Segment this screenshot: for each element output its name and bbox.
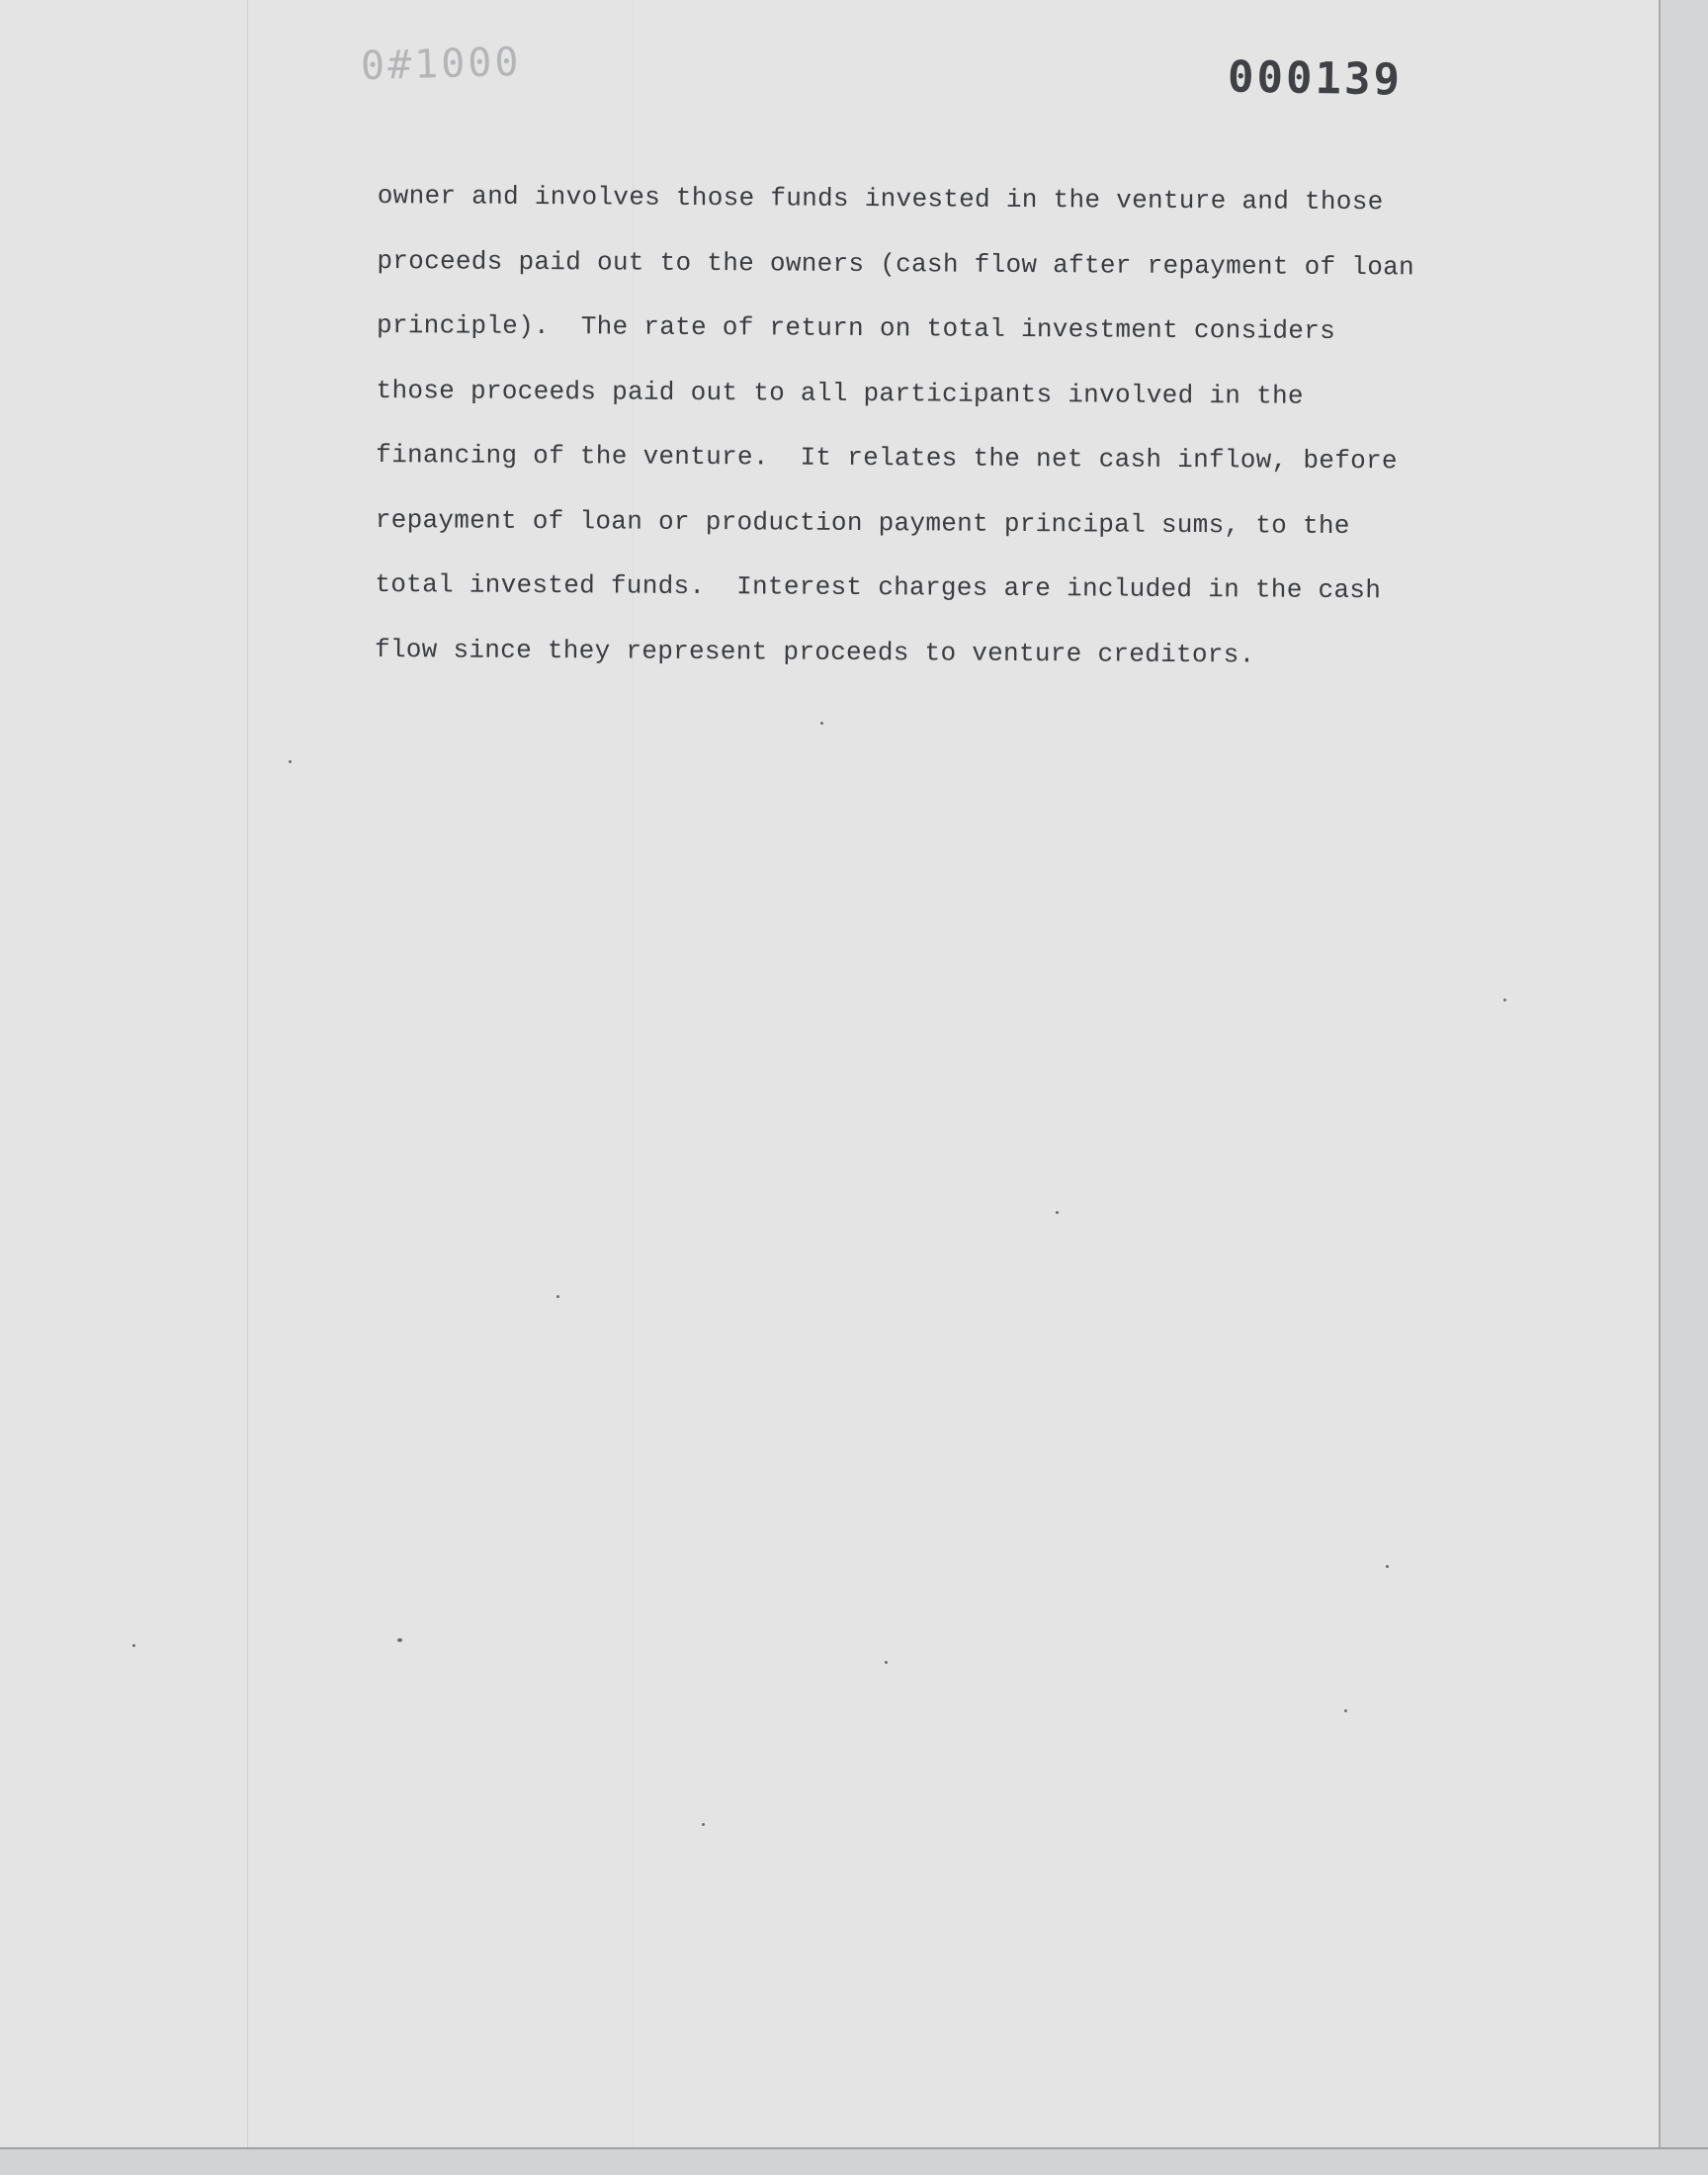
text-line: flow since they represent proceeds to venture creditors. <box>374 634 1255 669</box>
scan-speck <box>132 1644 135 1647</box>
text-line: financing of the venture. It relates the net cash inflow, before <box>376 439 1398 477</box>
text-line: repayment of loan or production payment principal sums, to the <box>375 504 1350 541</box>
body-paragraph <box>375 164 1504 689</box>
scan-speck <box>397 1638 402 1642</box>
scan-speck <box>702 1823 705 1826</box>
scan-speck <box>289 760 292 763</box>
page-right-edge <box>1659 0 1708 2175</box>
scan-speck <box>1503 999 1506 1001</box>
scan-speck <box>1386 1565 1389 1568</box>
scan-speck <box>556 1295 559 1298</box>
text-line: owner and involves those funds invested in the venture and those <box>377 180 1384 218</box>
text-line: those proceeds paid out to all participants involved in the <box>376 375 1304 411</box>
page-bottom-edge <box>0 2147 1708 2175</box>
text-line: principle). The rate of return on total investment considers <box>376 309 1336 346</box>
faint-bates-stamp: 0#1000 <box>360 39 523 90</box>
paper-fold-line <box>247 0 248 2155</box>
text-line: total invested funds. Interest charges are included in the cash <box>375 568 1382 606</box>
scan-speck <box>1056 1211 1059 1214</box>
scan-speck <box>820 722 823 725</box>
scan-speck <box>885 1661 888 1664</box>
text-line: proceeds paid out to the owners (cash flow after repayment of loan <box>377 245 1415 282</box>
page-number-stamp: 000139 <box>1227 51 1404 106</box>
scan-speck <box>1344 1709 1347 1712</box>
